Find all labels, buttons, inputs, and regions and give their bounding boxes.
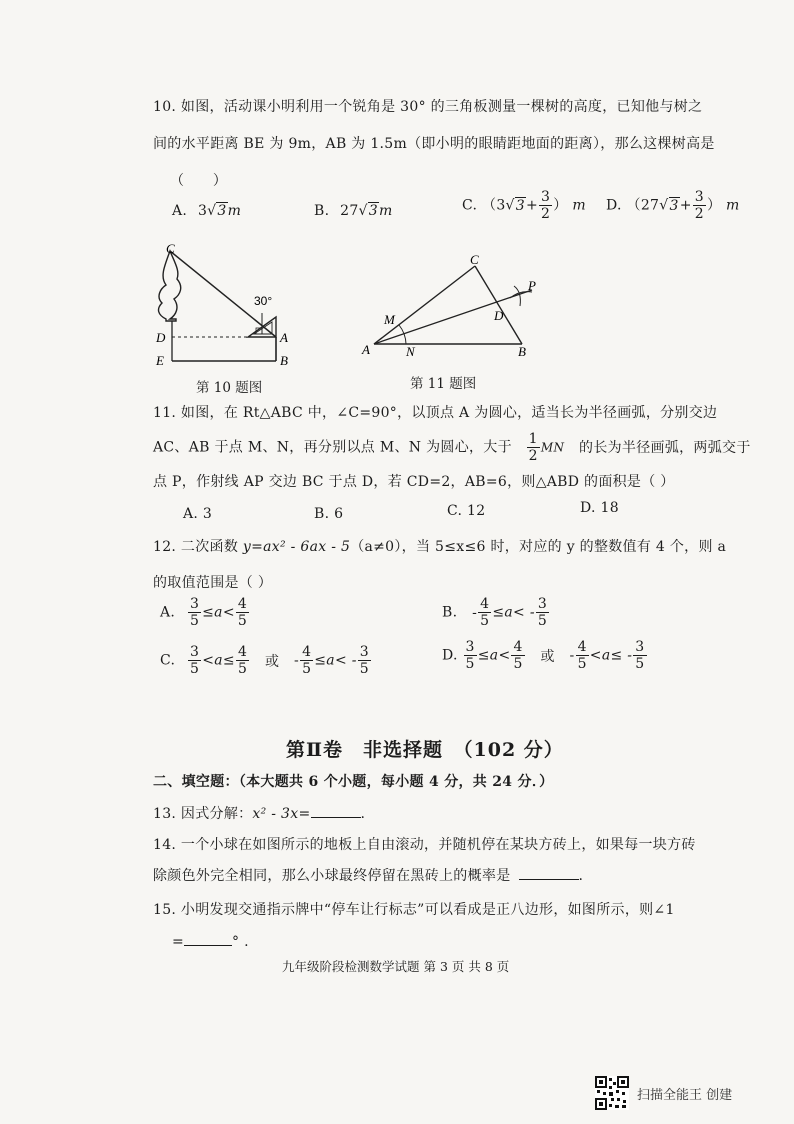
- fraction: $\frac{4}{5}$: [480, 596, 490, 629]
- q11-option-a: A. 3: [183, 506, 213, 522]
- fig11-label-m: M: [384, 312, 395, 327]
- q11-option-c: C. 12: [447, 503, 486, 519]
- fig10-caption: 第 10 题图: [196, 380, 263, 396]
- q10-option-c: C. （3√3+ $\frac{3}{2}$ ） m: [462, 189, 586, 222]
- q15-line2: = ° .: [172, 931, 249, 950]
- fig10-label-d: D: [156, 330, 166, 345]
- fig10-label-e: E: [156, 353, 164, 368]
- fraction: $\frac{3}{5}$: [189, 596, 200, 629]
- q12-line1: 12. 二次函数 y=ax² - 6ax - 5（a≠0），当 5≤x≤6 时，对应的 y 的整数值有 4 个，则 a: [153, 539, 727, 555]
- answer-blank[interactable]: [311, 803, 361, 818]
- fig11-label-c: C: [470, 252, 479, 267]
- tree-outline: [159, 251, 181, 321]
- fig11-label-n: N: [406, 344, 415, 359]
- q11-line2: AC、AB 于点 M、N，再分别以点 M、N 为圆心，大于 $\frac{1}{2}$ MN 的长为半径画弧，两弧交于: [153, 431, 751, 464]
- fraction: $\frac{1}{2}$: [528, 431, 538, 464]
- watermark-text: 扫描全能王 创建: [637, 1087, 733, 1103]
- q12-option-c: C. $\frac{3}{5}$ <a≤ $\frac{4}{5}$ 或 - $\frac{4}{5}$ ≤a< - $\frac{3}{5}$: [160, 644, 369, 677]
- figure-10: [150, 243, 300, 368]
- fig10-angle: 30°: [254, 294, 273, 308]
- answer-blank[interactable]: [184, 931, 232, 946]
- q12-option-b: B. - $\frac{4}{5}$ ≤a< - $\frac{3}{5}$: [442, 596, 548, 629]
- fig10-label-c: C: [166, 243, 175, 256]
- q10-option-a: A. 3√3m: [172, 203, 242, 219]
- q15-line1: 15. 小明发现交通指示牌中“停车让行标志”可以看成是正八边形，如图所示，则∠1: [153, 902, 675, 918]
- fig11-label-d: D: [494, 308, 504, 323]
- figure-11: [360, 252, 550, 362]
- fig11-label-p: P: [528, 278, 536, 293]
- fig10-label-a: A: [280, 330, 288, 345]
- q11-line3: 点 P，作射线 AP 交边 BC 于点 D，若 CD=2，AB=6，则△ABD 的面积是（ ）: [153, 474, 675, 490]
- watermark: [595, 1076, 732, 1110]
- fraction: $\frac{3}{2}$: [694, 189, 704, 222]
- fraction: $\frac{4}{5}$: [302, 644, 312, 677]
- fig11-label-a: A: [362, 342, 370, 357]
- qr-code-icon: [595, 1076, 629, 1110]
- fig11-caption: 第 11 题图: [410, 376, 477, 392]
- q11-option-d: D. 18: [580, 500, 619, 516]
- fraction: $\frac{3}{5}$: [635, 639, 645, 672]
- side-cb: [475, 266, 522, 344]
- q14-line2: 除颜色外完全相同，那么小球最终停留在黑砖上的概率是 .: [153, 865, 583, 885]
- part2-title: 第Ⅱ卷 非选择题 （102 分）: [286, 739, 564, 761]
- q13: 13. 因式分解：x² - 3x= .: [153, 803, 365, 823]
- fill-in-header: 二、填空题：（本大题共 6 个小题，每小题 4 分，共 24 分．）: [153, 774, 554, 790]
- fraction: $\frac{4}{5}$: [577, 639, 587, 672]
- q10-line2: 间的水平距离 BE 为 9m，AB 为 1.5m（即小明的眼睛距地面的距离），那么这棵树高是: [153, 136, 715, 152]
- q12-option-d: D. $\frac{3}{5}$ ≤a< $\frac{4}{5}$ 或 - $\frac{4}{5}$ <a≤ - $\frac{3}{5}$: [442, 639, 645, 672]
- side-ac: [374, 266, 475, 344]
- fraction: $\frac{3}{2}$: [541, 189, 551, 222]
- q10-line1: 10. 如图，活动课小明利用一个锐角是 30° 的三角板测量一棵树的高度，已知他与树之: [153, 99, 703, 115]
- fraction: $\frac{4}{5}$: [513, 639, 523, 672]
- fraction: $\frac{3}{5}$: [537, 596, 548, 629]
- q10-option-b: B. 27√3m: [314, 203, 393, 219]
- fig11-label-b: B: [518, 344, 526, 359]
- fraction: $\frac{4}{5}$: [237, 596, 248, 629]
- fraction: $\frac{3}{5}$: [465, 639, 475, 672]
- q11-line1: 11. 如图，在 Rt△ABC 中，∠C=90°，以顶点 A 为圆心，适当长为半径画弧，分别交边: [153, 405, 718, 421]
- fraction: $\frac{3}{5}$: [359, 644, 369, 677]
- q12-option-a: A. $\frac{3}{5}$ ≤a< $\frac{4}{5}$: [160, 596, 248, 629]
- q10-option-d: D. （27√3+ $\frac{3}{2}$ ） m: [606, 189, 740, 222]
- page-footer: 九年级阶段检测数学试题 第 3 页 共 8 页: [282, 959, 510, 974]
- q11-option-b: B. 6: [314, 506, 344, 522]
- fraction: $\frac{3}{5}$: [190, 644, 200, 677]
- q14-line1: 14. 一个小球在如图所示的地板上自由滚动，并随机停在某块方砖上，如果每一块方砖: [153, 837, 696, 853]
- ray-ap: [374, 290, 532, 344]
- fig10-label-b: B: [280, 353, 288, 368]
- answer-blank[interactable]: [519, 865, 579, 880]
- q10-paren: （ ）: [170, 173, 228, 189]
- q12-line2: 的取值范围是（ ）: [153, 575, 273, 591]
- fraction: $\frac{4}{5}$: [237, 644, 248, 677]
